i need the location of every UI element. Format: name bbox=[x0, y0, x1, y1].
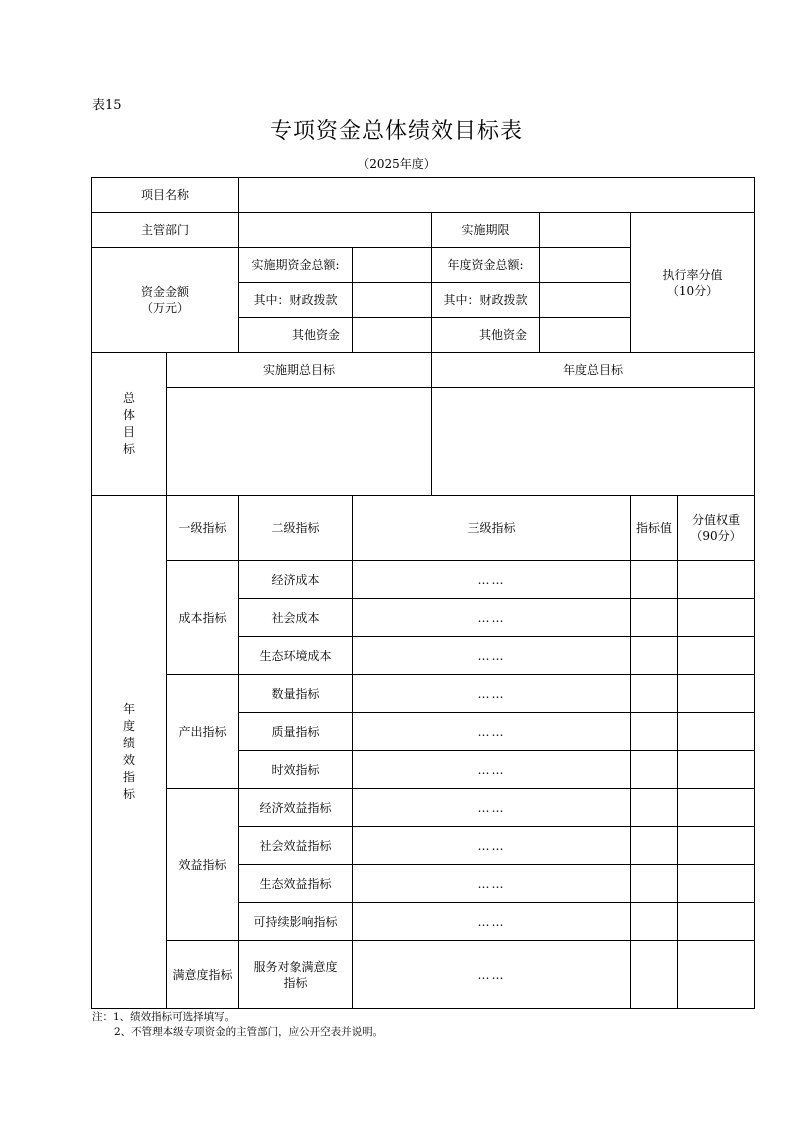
note-2: 2、不管理本级专项资金的主管部门，应公开空表并说明。 bbox=[114, 1026, 384, 1038]
funds-label-cell bbox=[92, 248, 239, 353]
fiscal-value-year[interactable] bbox=[540, 283, 631, 318]
level2-indicator: 经济成本 bbox=[239, 561, 353, 599]
weight-value[interactable] bbox=[678, 903, 755, 941]
level1-indicator: 产出指标 bbox=[167, 675, 239, 789]
indicator-value[interactable] bbox=[631, 827, 678, 865]
weight-header bbox=[678, 496, 755, 561]
weight-label: 分值权重 bbox=[692, 513, 741, 527]
dept-value[interactable] bbox=[239, 213, 432, 248]
level2-header: 二级指标 bbox=[239, 496, 353, 561]
exec-rate-cell bbox=[631, 213, 755, 353]
weight-value[interactable] bbox=[678, 827, 755, 865]
level2-indicator: 生态效益指标 bbox=[239, 865, 353, 903]
annual-indicators-label: 年度绩效指标 bbox=[122, 702, 135, 801]
other-label-year: 其他资金 bbox=[432, 318, 540, 353]
fiscal-label-year: 其中：财政拨款 bbox=[432, 283, 540, 318]
level3-indicator[interactable]: …… bbox=[353, 789, 631, 827]
exec-rate-label: 执行率分值 bbox=[662, 267, 723, 282]
level3-indicator[interactable]: …… bbox=[353, 751, 631, 789]
project-name-value[interactable] bbox=[239, 178, 755, 213]
performance-target-table bbox=[91, 177, 755, 1009]
weight-value[interactable] bbox=[678, 941, 755, 1009]
year-goal-header: 年度总目标 bbox=[432, 353, 755, 388]
period-value[interactable] bbox=[540, 213, 631, 248]
fiscal-value-period[interactable] bbox=[353, 283, 432, 318]
weight-value[interactable] bbox=[678, 637, 755, 675]
overall-goal-label: 总体目标 bbox=[122, 391, 135, 456]
level3-indicator[interactable]: …… bbox=[353, 599, 631, 637]
project-name-label: 项目名称 bbox=[92, 178, 239, 213]
note-1: 注：1、绩效指标可选择填写。 bbox=[92, 1011, 236, 1023]
fiscal-label-period: 其中：财政拨款 bbox=[239, 283, 353, 318]
level3-indicator[interactable]: …… bbox=[353, 675, 631, 713]
other-label-period: 其他资金 bbox=[239, 318, 353, 353]
indicator-row bbox=[92, 675, 755, 713]
year-total-label: 年度资金总额: bbox=[432, 248, 540, 283]
exec-rate-points: （10分） bbox=[666, 283, 719, 298]
indicator-row bbox=[92, 789, 755, 827]
indicator-value-header: 指标值 bbox=[631, 496, 678, 561]
level2-indicator: 数量指标 bbox=[239, 675, 353, 713]
weight-value[interactable] bbox=[678, 751, 755, 789]
level1-indicator: 成本指标 bbox=[167, 561, 239, 675]
level1-indicator: 效益指标 bbox=[167, 789, 239, 941]
period-total-label: 实施期资金总额: bbox=[239, 248, 353, 283]
annual-indicators-label-cell bbox=[92, 496, 167, 1009]
level2-indicator: 社会效益指标 bbox=[239, 827, 353, 865]
funds-label: 资金金额 bbox=[141, 285, 190, 299]
dept-label: 主管部门 bbox=[92, 213, 239, 248]
level3-indicator[interactable]: …… bbox=[353, 713, 631, 751]
indicator-value[interactable] bbox=[631, 561, 678, 599]
indicator-value[interactable] bbox=[631, 941, 678, 1009]
weight-value[interactable] bbox=[678, 561, 755, 599]
level3-indicator[interactable]: …… bbox=[353, 827, 631, 865]
weight-points: （90分） bbox=[690, 529, 742, 543]
year-total-value[interactable] bbox=[540, 248, 631, 283]
period-total-value[interactable] bbox=[353, 248, 432, 283]
level3-indicator[interactable]: …… bbox=[353, 865, 631, 903]
indicator-value[interactable] bbox=[631, 675, 678, 713]
level1-header: 一级指标 bbox=[167, 496, 239, 561]
level3-indicator[interactable]: …… bbox=[353, 941, 631, 1009]
period-goal-value[interactable] bbox=[167, 388, 432, 496]
period-goal-header: 实施期总目标 bbox=[167, 353, 432, 388]
weight-value[interactable] bbox=[678, 599, 755, 637]
indicator-value[interactable] bbox=[631, 789, 678, 827]
other-value-period[interactable] bbox=[353, 318, 432, 353]
period-label: 实施期限 bbox=[432, 213, 540, 248]
year-goal-value[interactable] bbox=[432, 388, 755, 496]
other-value-year[interactable] bbox=[540, 318, 631, 353]
indicator-value[interactable] bbox=[631, 713, 678, 751]
fiscal-year: （2025年度） bbox=[357, 157, 436, 171]
indicator-value[interactable] bbox=[631, 751, 678, 789]
indicator-value[interactable] bbox=[631, 637, 678, 675]
indicator-value[interactable] bbox=[631, 865, 678, 903]
level1-indicator: 满意度指标 bbox=[167, 941, 239, 1009]
level3-indicator[interactable]: …… bbox=[353, 637, 631, 675]
level3-indicator[interactable]: …… bbox=[353, 903, 631, 941]
level2-indicator: 生态环境成本 bbox=[239, 637, 353, 675]
level2-indicator: 质量指标 bbox=[239, 713, 353, 751]
notes bbox=[92, 1010, 383, 1040]
overall-goal-label-cell bbox=[92, 353, 167, 496]
level3-header: 三级指标 bbox=[353, 496, 631, 561]
weight-value[interactable] bbox=[678, 789, 755, 827]
level2-indicator: 经济效益指标 bbox=[239, 789, 353, 827]
funds-unit: （万元） bbox=[141, 301, 190, 315]
level2-indicator: 社会成本 bbox=[239, 599, 353, 637]
table-number: 表15 bbox=[92, 98, 122, 113]
weight-value[interactable] bbox=[678, 675, 755, 713]
indicator-row bbox=[92, 941, 755, 1009]
weight-value[interactable] bbox=[678, 865, 755, 903]
indicator-value[interactable] bbox=[631, 903, 678, 941]
indicator-row bbox=[92, 561, 755, 599]
level3-indicator[interactable]: …… bbox=[353, 561, 631, 599]
page-title: 专项资金总体绩效目标表 bbox=[269, 119, 523, 144]
level2-indicator: 时效指标 bbox=[239, 751, 353, 789]
weight-value[interactable] bbox=[678, 713, 755, 751]
level2-indicator: 可持续影响指标 bbox=[239, 903, 353, 941]
level2-indicator: 服务对象满意度指标 bbox=[239, 941, 353, 1009]
indicator-value[interactable] bbox=[631, 599, 678, 637]
